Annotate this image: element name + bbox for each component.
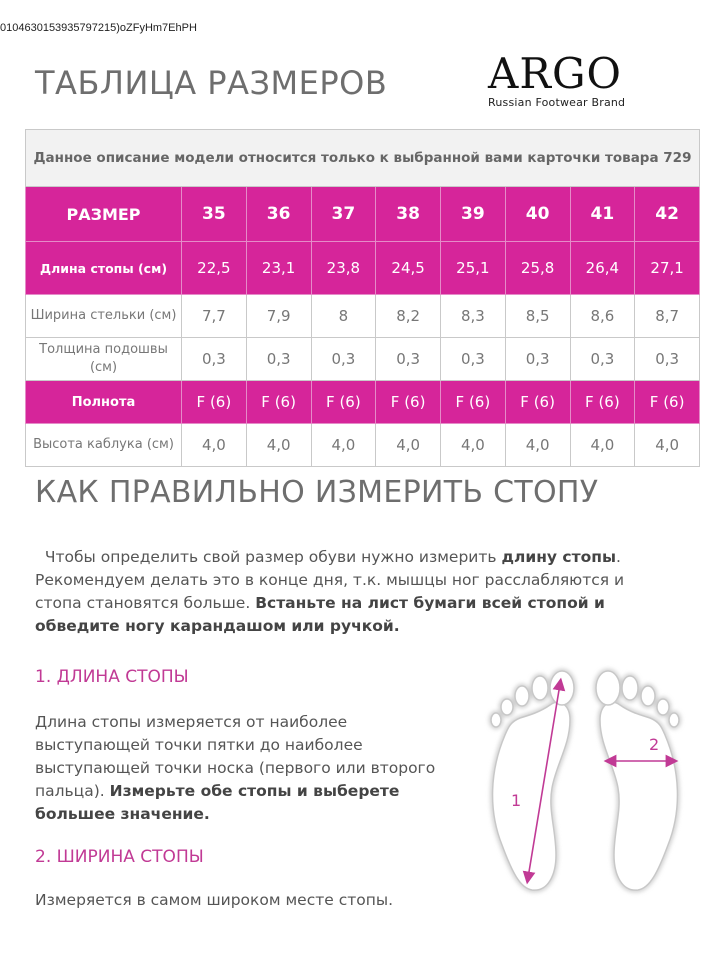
section-width-title: 2. ШИРИНА СТОПЫ [35,847,204,867]
table-cell: 4,0 [570,424,635,467]
table-cell: 0,3 [376,338,441,381]
table-cell: F (6) [376,381,441,424]
table-row [26,424,700,467]
table-cell: 0,3 [311,338,376,381]
measure-intro [35,546,675,638]
table-cell: 8,5 [505,295,570,338]
width-label: 2 [649,735,660,754]
intro-text-2: . Рекомендуем делать это в конце дня, т.к. мышцы ног расслабляются и стопа становятся больше. [35,548,625,612]
table-cell: 4,0 [311,424,376,467]
table-cell: 25,8 [505,242,570,295]
row-label: Толщина подошвы (см) [26,338,182,381]
size-cell: 36 [246,187,311,242]
table-cell: F (6) [441,381,506,424]
foot-outline-icon [470,660,700,900]
table-cell: 4,0 [635,424,700,467]
size-cell: 42 [635,187,700,242]
table-cell: 7,9 [246,295,311,338]
row-label: Длина стопы (см) [26,242,182,295]
table-cell: 25,1 [441,242,506,295]
table-cell: 0,3 [246,338,311,381]
size-cell: 39 [441,187,506,242]
size-cell: 35 [182,187,247,242]
page-title: ТАБЛИЦА РАЗМЕРОВ [35,64,388,102]
table-cell: 22,5 [182,242,247,295]
code-line: 0104630153935797215)oZFyHm7EhPH [0,22,197,34]
table-cell: 0,3 [182,338,247,381]
table-cell: 7,7 [182,295,247,338]
logo-name: ARGO [488,49,622,98]
length-bold: Измерьте обе стопы и выберете большее значение. [35,782,400,823]
table-cell: 0,3 [635,338,700,381]
table-cell: 23,1 [246,242,311,295]
section-width-text: Измеряется в самом широком месте стопы. [35,891,394,909]
table-row [26,338,700,381]
section-length-title: 1. ДЛИНА СТОПЫ [35,667,189,687]
table-description: Данное описание модели относится только к выбранной вами карточки товара 729 [26,130,700,187]
table-cell: 8,6 [570,295,635,338]
size-cell: 37 [311,187,376,242]
table-cell: 4,0 [505,424,570,467]
brand-logo [488,49,648,109]
row-label: Высота каблука (см) [26,424,182,467]
table-cell: 8,3 [441,295,506,338]
table-row [26,381,700,424]
table-cell: F (6) [246,381,311,424]
intro-text-1: Чтобы определить свой размер обуви нужно измерить [44,548,502,566]
table-cell: 8,2 [376,295,441,338]
header-label: РАЗМЕР [26,187,182,242]
size-cell: 38 [376,187,441,242]
table-cell: F (6) [311,381,376,424]
measure-heading: КАК ПРАВИЛЬНО ИЗМЕРИТЬ СТОПУ [35,475,599,510]
table-cell: 23,8 [311,242,376,295]
table-row [26,242,700,295]
table-cell: F (6) [635,381,700,424]
table-cell: 0,3 [570,338,635,381]
length-text: Длина стопы измеряется от наиболее выступающей точки пятки до наиболее выступающей точки носка (первого или второго пальца). [35,713,436,800]
table-cell: 8 [311,295,376,338]
table-cell: F (6) [505,381,570,424]
row-label: Ширина стельки (см) [26,295,182,338]
table-row [26,295,700,338]
table-cell: 0,3 [441,338,506,381]
right-foot-outline-inner [596,671,679,890]
left-foot-outline-inner [491,671,574,890]
size-table [25,129,700,467]
section-length-text [35,711,455,826]
intro-bold-2: Встаньте на лист бумаги всей стопой и обведите ногу карандашом или ручкой. [35,594,605,635]
table-cell: 8,7 [635,295,700,338]
table-cell: F (6) [570,381,635,424]
table-cell: F (6) [182,381,247,424]
table-cell: 24,5 [376,242,441,295]
table-cell: 4,0 [182,424,247,467]
table-cell: 0,3 [505,338,570,381]
table-header-row [26,187,700,242]
row-label: Полнота [26,381,182,424]
size-cell: 41 [570,187,635,242]
table-cell: 4,0 [441,424,506,467]
table-cell: 4,0 [376,424,441,467]
intro-bold-1: длину стопы [501,548,616,566]
table-cell: 27,1 [635,242,700,295]
logo-tagline: Russian Footwear Brand [488,96,626,109]
table-cell: 26,4 [570,242,635,295]
size-cell: 40 [505,187,570,242]
table-cell: 4,0 [246,424,311,467]
length-label: 1 [511,791,522,810]
